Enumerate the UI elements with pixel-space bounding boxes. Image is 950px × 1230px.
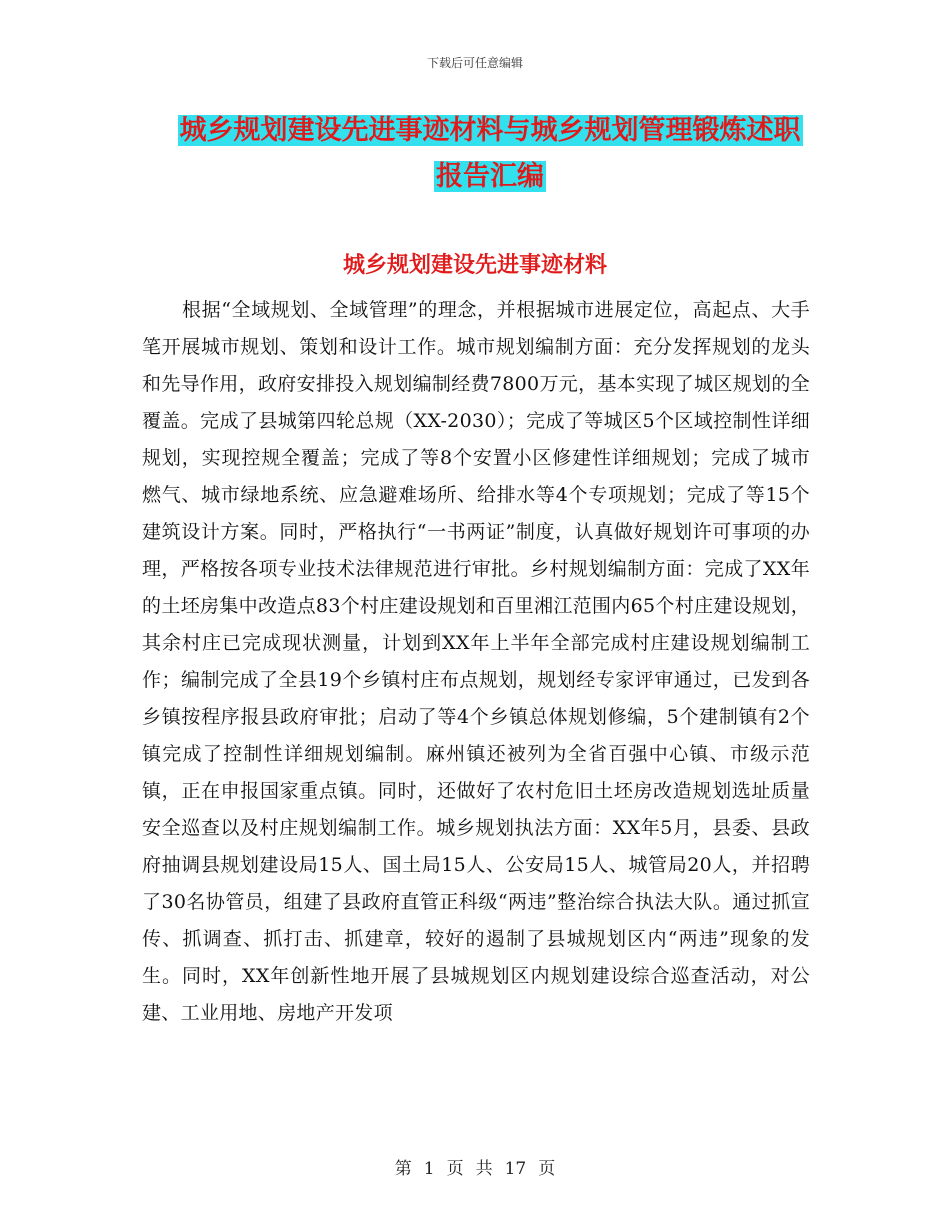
document-title xyxy=(140,108,840,200)
title-line-1: 城乡规划建设先进事迹材料与城乡规划管理锻炼述职 xyxy=(179,115,801,146)
footer-middle: 页 xyxy=(446,1159,464,1179)
header-note: 下载后可任意编辑 xyxy=(426,56,523,70)
section-title: 城乡规划建设先进事迹材料 xyxy=(342,253,607,278)
title-line-2: 报告汇编 xyxy=(436,161,544,192)
footer-page-number: 1 xyxy=(423,1159,435,1179)
footer-total-pages: 17 xyxy=(504,1159,527,1179)
footer-suffix: 页 xyxy=(538,1159,556,1179)
footer-total-label: 共 xyxy=(475,1159,493,1179)
page-footer xyxy=(0,1154,950,1179)
footer-prefix: 第 xyxy=(394,1159,412,1179)
body-paragraph: 根据“全域规划、全域管理”的理念，并根据城市进展定位，高起点、大手笔开展城市规划、策划和设计工作。城市规划编制方面：充分发挥规划的龙头和先导作用，政府安排投入规划编制经费7800万元，基本实现了城区规划的全覆盖。完成了县城第四轮总规（XX-2030）；完成了等城区5个区域控制性详细规划，实现控规全覆盖；完成了等8个安置小区修建性详细规划；完成了城市燃气、城市绿地系统、应急避难场所、给排水等4个专项规划；完成了等15个建筑设计方案。同时，严格执行“一书两证”制度，认真做好规划许可事项的办理，严格按各项专业技术法律规范进行审批。乡村规划编制方面：完成了XX年的土坯房集中改造点83个村庄建设规划和百里湘江范围内65个村庄建设规划，其余村庄已完成现状测量，计划到XX年上半年全部完成村庄建设规划编制工作；编制完成了全县19个乡镇村庄布点规划，规划经专家评审通过，已发到各乡镇按程序报县政府审批；启动了等4个乡镇总体规划修编，5个建制镇有2个镇完成了控制性详细规划编制。麻州镇还被列为全省百强中心镇、市级示范镇，正在申报国家重点镇。同时，还做好了农村危旧土坯房改造规划选址质量安全巡查以及村庄规划编制工作。城乡规划执法方面：XX年5月，县委、县政府抽调县规划建设局15人、国土局15人、公安局15人、城管局20人，并招聘了30名协管员，组建了县政府直管正科级“两违”整治综合执法大队。通过抓宣传、抓调查、抓打击、抓建章，较好的遏制了县城规划区内“两违”现象的发生。同时，XX年创新性地开展了县城规划区内规划建设综合巡查活动，对公建、工业用地、房地产开发项 xyxy=(142,299,810,1024)
